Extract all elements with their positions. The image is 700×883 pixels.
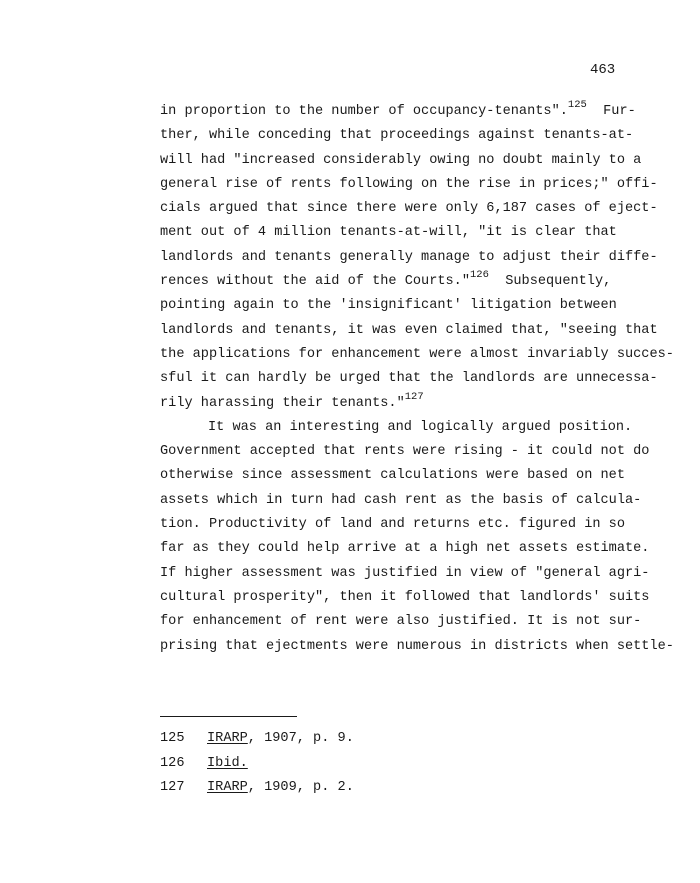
line-text: Subsequently,: [505, 274, 612, 290]
line-text: in proportion to the number of occupancy-tenants".: [160, 104, 568, 119]
footnote-number: 127: [160, 780, 185, 795]
text-line: the applications for enhancement were almost invariably succes-: [160, 346, 674, 362]
footnote-ref-125: 125: [567, 99, 587, 111]
footnotes: [160, 727, 660, 801]
text-line: [160, 270, 660, 294]
footnote-125: [160, 727, 660, 752]
line-text: rences without the aid of the Courts.": [160, 274, 470, 290]
footnote-number: 125: [160, 731, 185, 746]
text-line: for enhancement of rent were also justified. It is not sur-: [160, 614, 642, 630]
text-line: sful it can hardly be urged that the landlords are unnecessa-: [160, 371, 658, 387]
footnote-ref-126: 126: [470, 269, 489, 282]
text-line: general rise of rents following on the rise in prices;" offi-: [160, 176, 658, 192]
paragraph-1: [160, 99, 674, 416]
text-line: assets which in turn had cash rent as the basis of calcula-: [160, 492, 642, 508]
line-text: Fur-: [603, 104, 636, 119]
footnote-citation: , 1909, p. 2.: [247, 780, 354, 795]
text-line: Government accepted that rents were rising - it could not do: [160, 444, 650, 460]
footnote-126: [160, 752, 660, 777]
footnote-source: IRARP: [207, 731, 248, 746]
footnote-ref-127: 127: [404, 390, 424, 403]
footnote-source: IRARP: [207, 780, 248, 795]
paragraph-2: [160, 416, 674, 659]
text-line: cultural prosperity", then it followed that landlords' suits: [160, 589, 650, 605]
text-line: ther, while conceding that proceedings against tenants-at-: [160, 128, 634, 144]
text-line: ment out of 4 million tenants-at-will, "it is clear that: [160, 225, 617, 241]
text-line: otherwise since assessment calculations were based on net: [160, 468, 625, 484]
text-line: If higher assessment was justified in view of "general agri-: [160, 565, 650, 581]
footnote-divider: [160, 716, 297, 717]
text-line: far as they could help arrive at a high net assets estimate.: [160, 541, 650, 557]
footnote-source: Ibid.: [207, 755, 248, 771]
text-line: cials argued that since there were only 6,187 cases of eject-: [160, 201, 658, 217]
text-line: pointing again to the 'insignificant' litigation between: [160, 298, 617, 314]
footnote-127: [160, 776, 660, 801]
text-line: [160, 100, 660, 124]
page-number: 463: [590, 62, 616, 78]
line-text: rily harassing their tenants.": [160, 395, 405, 411]
text-line: It was an interesting and logically argued position.: [208, 419, 633, 435]
text-line: prising that ejectments were numerous in districts when settle-: [160, 638, 674, 654]
text-line: landlords and tenants generally manage to adjust their diffe-: [160, 249, 658, 265]
text-line: will had "increased considerably owing no doubt mainly to a: [160, 152, 642, 168]
text-line: landlords and tenants, it was even claimed that, "seeing that: [160, 322, 658, 338]
text-line: [160, 392, 660, 416]
footnote-citation: , 1907, p. 9.: [247, 731, 354, 746]
text-line: tion. Productivity of land and returns etc. figured in so: [160, 517, 625, 533]
body-text: [160, 99, 674, 659]
footnote-number: 126: [160, 755, 185, 771]
